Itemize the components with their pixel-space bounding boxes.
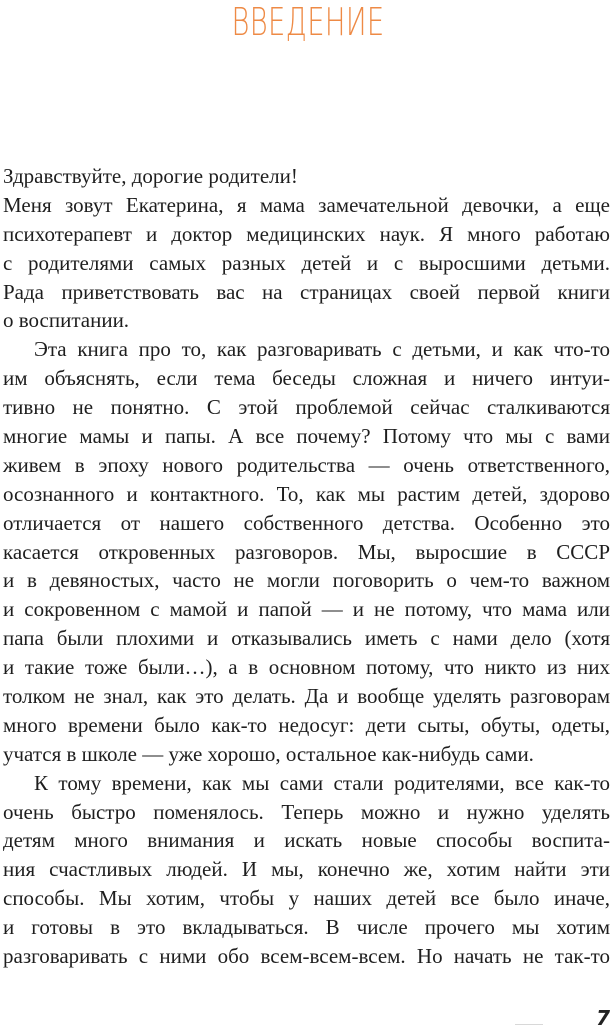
text-line: ния счастливых людей. И мы, конечно же, хотим найти эти bbox=[3, 857, 610, 882]
text-line: Здравствуйте, дорогие родители! bbox=[3, 164, 298, 188]
footer-divider bbox=[515, 1024, 543, 1025]
text-line: им объяснять, если тема беседы сложная и ничего интуи- bbox=[3, 366, 610, 391]
text-line: осознанного и контактного. То, как мы растим детей, здорово bbox=[3, 481, 610, 506]
text-line: и в девяностых, часто не могли поговорить о чем-то важном bbox=[3, 568, 610, 593]
text-line: и готовы в это вкладываться. В числе прочего мы хотим bbox=[3, 915, 610, 940]
page-number: 7 bbox=[596, 1006, 610, 1030]
text-line: и сокровенном с мамой и папой — и не потому, что мама или bbox=[3, 597, 610, 622]
text-line: много времени было как-то недосуг: дети сыты, обуты, одеты, bbox=[3, 712, 610, 737]
text-line: Меня зовут Екатерина, я мама замечательной девочки, а еще bbox=[3, 192, 610, 217]
text-line: К тому времени, как мы сами стали родителями, все как-то bbox=[34, 770, 610, 795]
text-line: живем в эпоху нового родительства — очень ответственного, bbox=[3, 452, 610, 477]
text-line: Эта книга про то, как разговаривать с детьми, и как что-то bbox=[34, 337, 610, 362]
text-line: детям много внимания и искать новые способы воспита- bbox=[3, 828, 610, 853]
text-line: очень быстро поменялось. Теперь можно и нужно уделять bbox=[3, 799, 610, 824]
text-line: и такие тоже были…), а в основном потому, что никто из них bbox=[3, 655, 610, 680]
text-line: учатся в школе — уже хорошо, остальное как-нибудь сами. bbox=[3, 741, 534, 766]
text-line: разговаривать с ними обо всем-всем-всем. Но начать не так-то bbox=[3, 944, 610, 969]
text-line: касается откровенных разговоров. Мы, выросшие в СССР bbox=[3, 539, 610, 564]
text-line: папа были плохими и отказывались иметь с нами дело (хотя bbox=[3, 626, 610, 651]
chapter-heading: ВВЕДЕНИЕ bbox=[231, 0, 385, 44]
text-line: Рада приветствовать вас на страницах своей первой книги bbox=[3, 279, 610, 304]
body-text bbox=[3, 162, 610, 971]
text-line: с родителями самых разных детей и с выросшими детьми. bbox=[3, 250, 610, 275]
text-line: многие мамы и папы. А все почему? Потому что мы с вами bbox=[3, 424, 610, 449]
text-line: о воспитании. bbox=[3, 308, 130, 333]
text-line: психотерапевт и доктор медицинских наук. Я много работаю bbox=[3, 221, 610, 246]
text-line: отличается от нашего собственного детства. Особенно это bbox=[3, 510, 610, 535]
text-line: толком не знал, как это делать. Да и вообще уделять разговорам bbox=[3, 684, 610, 709]
text-line: тивно не понятно. С этой проблемой сейчас сталкиваются bbox=[3, 395, 610, 420]
text-line: способы. Мы хотим, чтобы у наших детей все было иначе, bbox=[3, 886, 610, 911]
